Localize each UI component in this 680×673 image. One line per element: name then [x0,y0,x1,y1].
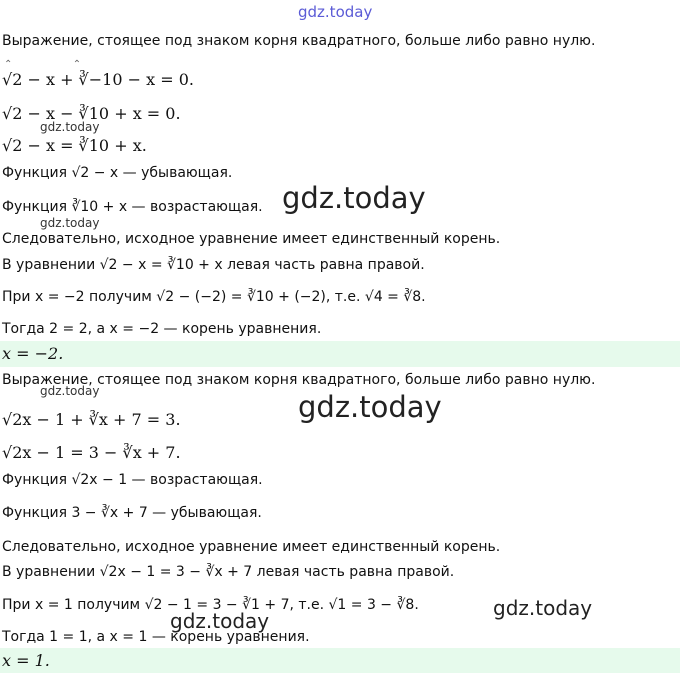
statement-line: Тогда 1 = 1, а x = 1 — корень уравнения. [2,629,310,645]
watermark-small: gdz.today [40,216,100,230]
statement-line: Функция √2x − 1 — возрастающая. [2,472,263,488]
statement-line: В уравнении √2 − x = ∛10 + x левая часть равна правой. [2,257,425,273]
watermark-medium: gdz.today [493,596,593,620]
watermark-small: gdz.today [40,120,100,134]
answer-line: x = −2. [2,344,64,363]
equation-line: √2x − 1 = 3 − ∛x + 7. [2,443,181,462]
equation-line: √2 − x − ∛10 + x = 0. [2,104,181,123]
statement-line: В уравнении √2x − 1 = 3 − ∛x + 7 левая часть равна правой. [2,564,455,580]
statement-line: Функция √2 − x — убывающая. [2,165,233,181]
equation-line: √2x − 1 + ∛x + 7 = 3. [2,410,181,429]
answer-line: x = 1. [2,651,50,670]
statement-line: Функция 3 − ∛x + 7 — убывающая. [2,505,262,521]
statement-line: Выражение, стоящее под знаком корня квадратного, больше либо равно нулю. [2,33,596,49]
statement-line: При x = 1 получим √2 − 1 = 3 − ∛1 + 7, т.е. √1 = 3 − ∛8. [2,597,419,613]
watermark-large: gdz.today [298,390,442,424]
statement-line: Тогда 2 = 2, а x = −2 — корень уравнения. [2,321,322,337]
answer-highlight-2 [0,648,680,673]
equation-line: √2 − x + ∛−10 − x = 0. [2,70,194,89]
watermark-small: gdz.today [40,384,100,398]
decorative-marks: ⌃ ⌃ [4,59,82,70]
statement-line: При x = −2 получим √2 − (−2) = ∛10 + (−2), т.е. √4 = ∛8. [2,289,426,305]
watermark-large: gdz.today [282,181,426,215]
statement-line: Функция ∛10 + x — возрастающая. [2,199,263,215]
statement-line: Выражение, стоящее под знаком корня квадратного, больше либо равно нулю. [2,372,596,388]
answer-highlight-1 [0,341,680,367]
watermark-medium: gdz.today [170,609,270,633]
statement-line: Следовательно, исходное уравнение имеет единственный корень. [2,539,501,555]
statement-line: Следовательно, исходное уравнение имеет единственный корень. [2,231,501,247]
equation-line: √2 − x = ∛10 + x. [2,136,147,155]
watermark-top: gdz.today [298,3,373,21]
